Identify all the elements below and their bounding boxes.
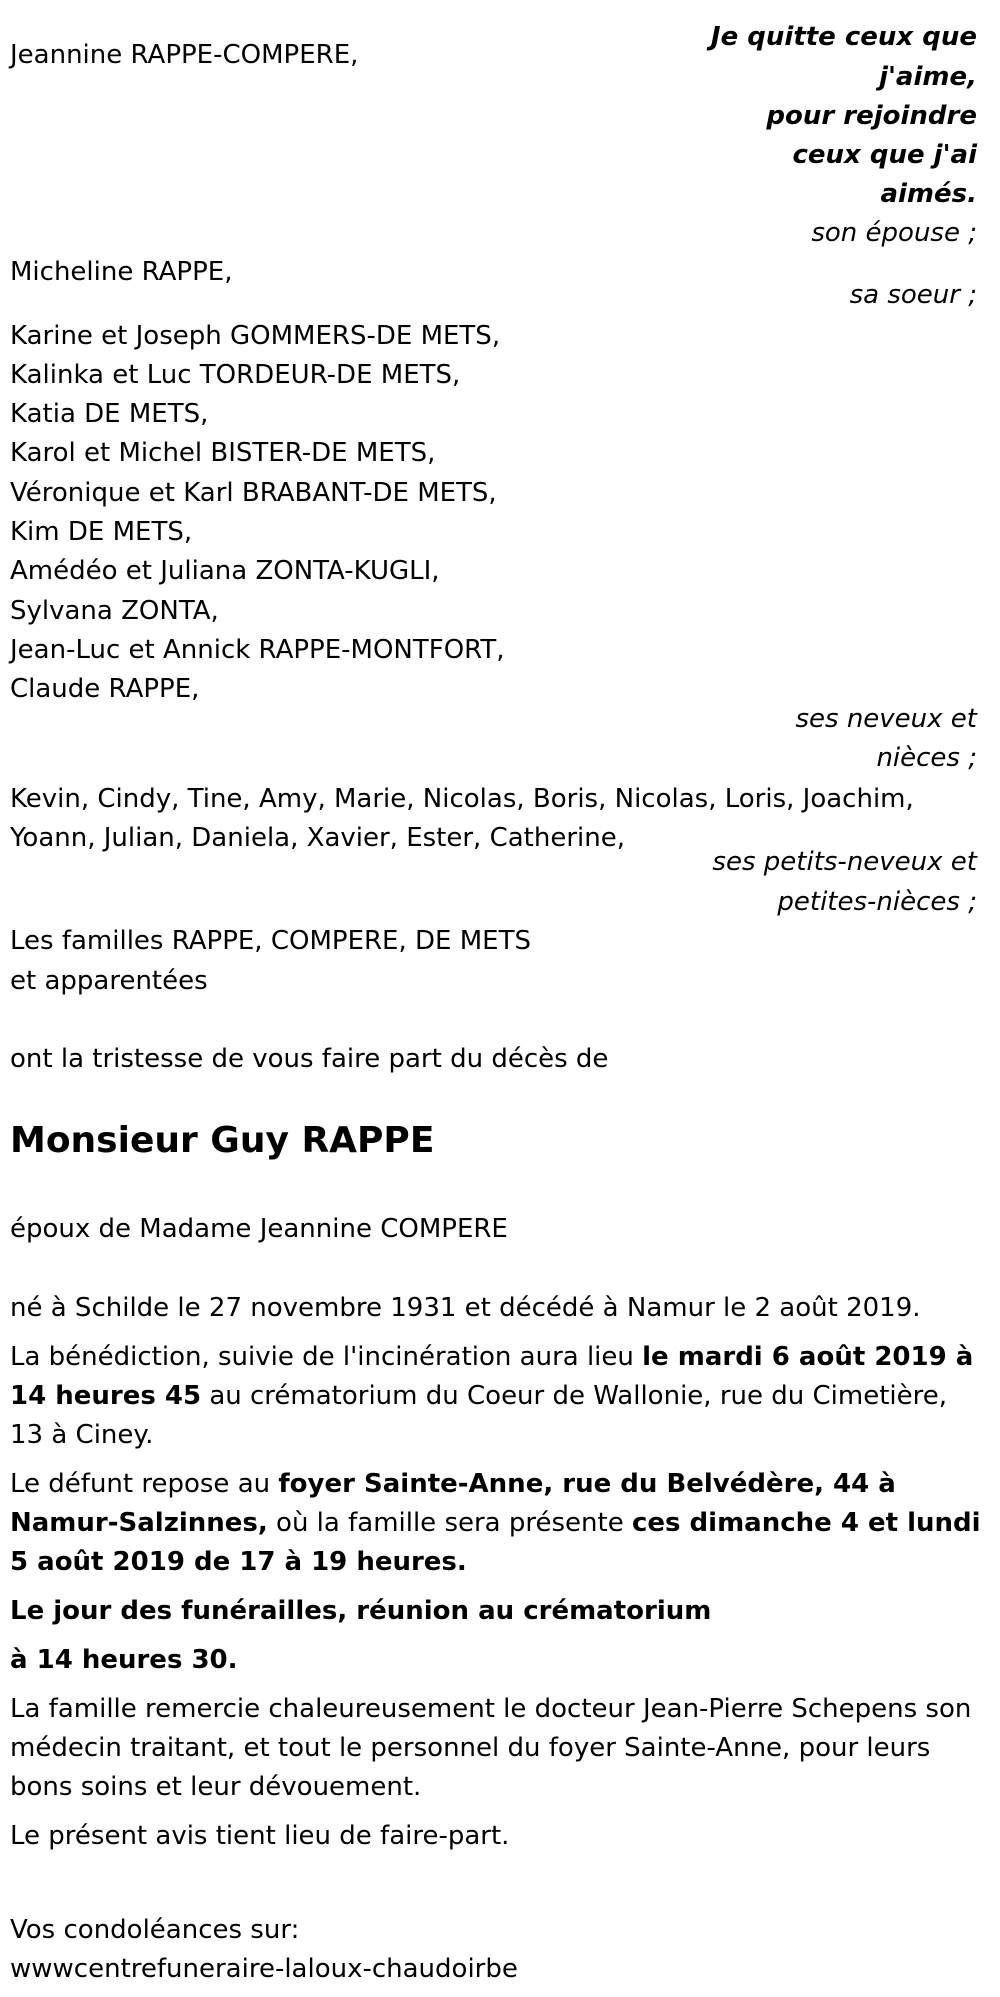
list-item: Karol et Michel BISTER-DE METS, (10, 438, 436, 468)
deceased-name: Monsieur Guy RAPPE (10, 1120, 435, 1161)
nephews-role: nièces ; (876, 743, 977, 773)
quote-line: Je quitte ceux que (710, 22, 977, 52)
sister-role: sa soeur ; (849, 280, 977, 310)
spouse-role: son épouse ; (811, 218, 977, 248)
grand-nephews-line: Kevin, Cindy, Tine, Amy, Marie, Nicolas, Boris, Nicolas, Loris, Joachim, (10, 784, 914, 814)
spouse-of: époux de Madame Jeannine COMPERE (10, 1214, 508, 1244)
list-item: Karine et Joseph GOMMERS-DE METS, (10, 321, 501, 351)
list-item: Kim DE METS, (10, 517, 193, 547)
list-item: Sylvana ZONTA, (10, 596, 219, 626)
families-line: Les familles RAPPE, COMPERE, DE METS (10, 926, 531, 956)
sister-name: Micheline RAPPE, (10, 257, 233, 287)
ceremony-date: le mardi 6 août 2019 à 14 heures 45 (10, 1342, 974, 1411)
announcement: ont la tristesse de vous faire part du décès de (10, 1044, 609, 1074)
spouse-name: Jeannine RAPPE-COMPERE, (10, 40, 359, 70)
obituary-body (10, 1289, 985, 1866)
repose-paragraph: Le défunt repose au foyer Sainte-Anne, rue du Belvédère, 44 à Namur-Salzinnes, où la famille sera présente ces dimanche 4 et lundi 5 août 2019 de 17 à 19 heures. (10, 1469, 981, 1577)
meeting-line: Le jour des funérailles, réunion au crématorium (10, 1596, 712, 1626)
list-item: Claude RAPPE, (10, 674, 200, 704)
ceremony-paragraph: La bénédiction, suivie de l'incinération aura lieu le mardi 6 août 2019 à 14 heures 45 au crématorium du Coeur de Wallonie, rue du Cimetière, 13 à Ciney. (10, 1342, 974, 1450)
quote-line: j'aime, (879, 62, 977, 92)
list-item: Jean-Luc et Annick RAPPE-MONTFORT, (10, 635, 505, 665)
visiting-hours: ces dimanche 4 et lundi 5 août 2019 de 17 à 19 heures. (10, 1508, 981, 1577)
grand-nephews-role: petites-nièces ; (777, 887, 977, 917)
families-line: et apparentées (10, 966, 208, 996)
quote-line: ceux que j'ai (792, 140, 977, 170)
quote-line: aimés. (880, 179, 977, 209)
thanks-paragraph: La famille remercie chaleureusement le docteur Jean-Pierre Schepens son médecin traitant, et tout le personnel du foyer Sainte-Anne, pour leurs bons soins et leur dévouement. (10, 1694, 972, 1802)
grand-nephews-role: ses petits-neveux et (712, 847, 977, 877)
birth-death: né à Schilde le 27 novembre 1931 et décédé à Namur le 2 août 2019. (10, 1293, 921, 1323)
quote-line: pour rejoindre (766, 101, 977, 131)
notice: Le présent avis tient lieu de faire-part. (10, 1821, 510, 1851)
grand-nephews-line: Yoann, Julian, Daniela, Xavier, Ester, Catherine, (10, 823, 625, 853)
condolences-url[interactable]: wwwcentrefuneraire-laloux-chaudoirbe (10, 1954, 518, 1984)
list-item: Kalinka et Luc TORDEUR-DE METS, (10, 360, 461, 390)
list-item: Véronique et Karl BRABANT-DE METS, (10, 478, 497, 508)
nephews-role: ses neveux et (795, 704, 977, 734)
condolences-label: Vos condoléances sur: (10, 1915, 300, 1945)
meeting-time: à 14 heures 30. (10, 1645, 238, 1675)
list-item: Amédéo et Juliana ZONTA-KUGLI, (10, 556, 440, 586)
repose-place: foyer Sainte-Anne, rue du Belvédère, 44 à Namur-Salzinnes, (10, 1469, 896, 1538)
list-item: Katia DE METS, (10, 399, 209, 429)
